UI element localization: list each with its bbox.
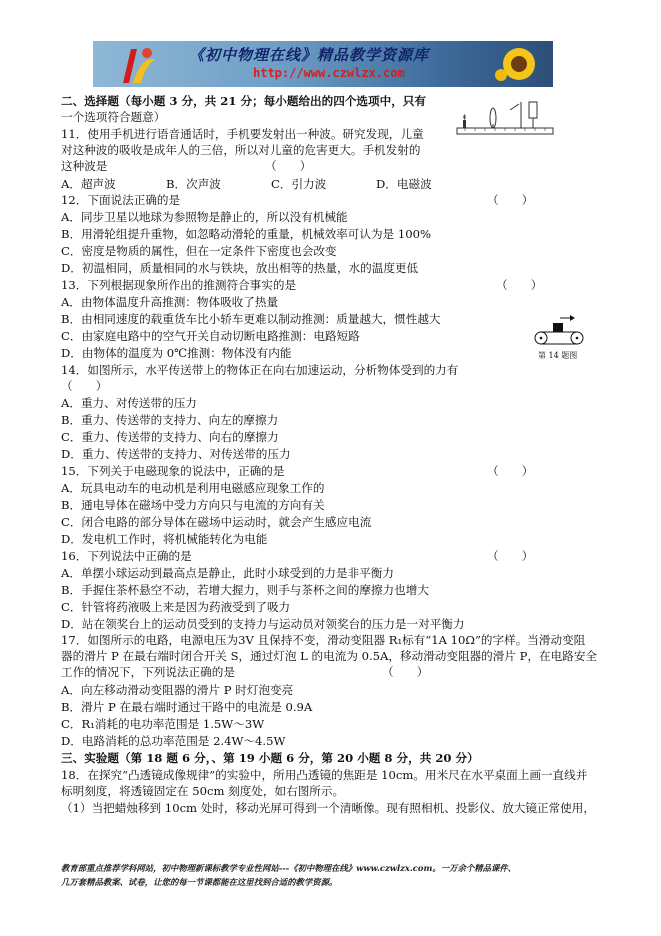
q12-option-a: A．同步卫星以地球为参照物是静止的，所以没有机械能 (61, 210, 348, 224)
q16-stem: 16．下列说法中正确的是 (61, 549, 192, 563)
q17-line1: 17．如图所示的电路，电源电压为3V 且保持不变，滑动变阻器 R₁标有“1A 10Ω”的字样。当滑动变阻 (61, 633, 586, 647)
footer-line2: 几万套精品教案、试卷，让您的每一节课都能在这里找到合适的教学资源。 (61, 877, 338, 887)
q14-option-d: D．重力、传送带的支持力、对传送带的压力 (61, 447, 291, 461)
section3-header: 三、实验题（第 18 题 6 分，、第 19 小题 6 分，第 20 小题 8 分，共 20 分） (61, 751, 479, 765)
q18-line3: （1）当把蜡烛移到 10cm 处时，移动光屏可得到一个清晰像。现有照相机、投影仪、放大镜正常使用， (61, 801, 595, 815)
q11-line2: 对这种波的吸收是成年人的三倍，所以对儿童的危害更大。手机发射的 (61, 143, 421, 157)
q14-answer-paren: （ ） (61, 379, 108, 393)
q15-option-b: B．通电导体在磁场中受力方向只与电流的方向有关 (61, 498, 325, 512)
q11-answer-paren: （ ） (265, 159, 312, 173)
q15-option-a: A．玩具电动车的电动机是利用电磁感应现象工作的 (61, 481, 325, 495)
q13-option-d: D．由物体的温度为 0℃推测：物体没有内能 (61, 346, 292, 360)
q13-option-c: C．由家庭电路中的空气开关自动切断电路推测：电路短路 (61, 329, 360, 343)
q12-option-c: C．密度是物质的属性，但在一定条件下密度也会改变 (61, 244, 337, 258)
q14-stem: 14．如图所示，水平传送带上的物体正在向右加速运动，分析物体受到的力有 (61, 363, 459, 377)
q12-option-d: D．初温相同，质量相同的水与铁块，放出相等的热量，水的温度更低 (61, 261, 419, 275)
footer-line1: 教育部重点推荐学科网站，初中物理新课标教学专业性网站---《初中物理在线》www.czwlzx.com。一万余个精品课件、 (61, 863, 517, 873)
q12-answer-paren: （ ） (487, 193, 534, 207)
q17-line2: 器的滑片 P 在最右端时闭合开关 S，通过灯泡 L 的电流为 0.5A，移动滑动变阻器的滑片 P，在电路安全 (61, 649, 598, 663)
q15-answer-paren: （ ） (487, 464, 534, 478)
q12-option-b: B．用滑轮组提升重物，如忽略动滑轮的重量，机械效率可认为是 100% (61, 227, 431, 241)
q16-option-a: A．单摆小球运动到最高点是静止，此时小球受到的力是非平衡力 (61, 566, 394, 580)
banner-title: 《初中物理在线》精品教学资源库 (189, 46, 430, 64)
site-logo-icon (115, 43, 161, 85)
q15-option-d: D．发电机工作时，将机械能转化为电能 (61, 532, 268, 546)
q13-stem: 13．下列根据现象所作出的推测符合事实的是 (61, 278, 297, 292)
q14-option-a: A．重力、对传送带的压力 (61, 396, 197, 410)
q14-conveyor-figure (534, 312, 584, 348)
section2-header-line2: 一个选项符合题意） (61, 110, 166, 124)
q14-option-c: C．重力、传送带的支持力、向右的摩擦力 (61, 430, 279, 444)
q16-option-d: D．站在领奖台上的运动员受到的支持力与运动员对领奖台的压力是一对平衡力 (61, 617, 465, 631)
q13-answer-paren: （ ） (496, 278, 543, 292)
q11-option-a: A．超声波 (61, 177, 116, 191)
q12-stem: 12．下面说法正确的是 (61, 193, 181, 207)
q16-option-b: B．手握住茶杯悬空不动，若增大握力，则手与茶杯之间的摩擦力也增大 (61, 583, 429, 597)
q17-option-a: A．向左移动滑动变阻器的滑片 P 时灯泡变亮 (61, 683, 294, 697)
q18-optical-bench-figure (455, 98, 555, 144)
q14-option-b: B．重力、传送带的支持力、向左的摩擦力 (61, 413, 279, 427)
q17-option-d: D．电路消耗的总功率范围是 2.4W～4.5W (61, 734, 286, 748)
q15-option-c: C．闭合电路的部分导体在磁场中运动时，就会产生感应电流 (61, 515, 372, 529)
sunflower-icon (493, 45, 545, 83)
q11-option-b: B．次声波 (166, 177, 221, 191)
q17-line3: 工作的情况下，下列说法正确的是 (61, 665, 235, 679)
q17-option-b: B．滑片 P 在最右端时通过干路中的电流是 0.9A (61, 700, 313, 714)
header-banner (93, 41, 553, 87)
q17-option-c: C．R₁消耗的电功率范围是 1.5W～3W (61, 717, 265, 731)
q14-figure-caption: 第 14 题图 (538, 351, 578, 360)
q16-option-c: C．针管将药液吸上来是因为药液受到了吸力 (61, 600, 291, 614)
banner-url: http://www.czwlzx.com (253, 66, 405, 80)
q11-line3: 这种波是 (61, 159, 108, 173)
q13-option-a: A．由物体温度升高推测：物体吸收了热量 (61, 295, 279, 309)
q18-line2: 标明刻度，将透镜固定在 50cm 刻度处，如右图所示。 (61, 784, 345, 798)
q13-option-b: B．由相同速度的载重货车比小轿车更难以制动推测：质量越大，惯性越大 (61, 312, 441, 326)
q18-line1: 18．在探究“凸透镜成像规律”的实验中，所用凸透镜的焦距是 10cm。用米尺在水平桌面上画一直线并 (61, 768, 588, 782)
section2-header-line1: 二、选择题（每小题 3 分，共 21 分；每小题给出的四个选项中，只有 (61, 94, 426, 108)
q16-answer-paren: （ ） (487, 549, 534, 563)
q11-option-c: C．引力波 (271, 177, 327, 191)
q17-answer-paren: （ ） (382, 665, 429, 679)
q11-line1: 11．使用手机进行语音通话时，手机要发射出一种波。研究发现，儿童 (61, 127, 424, 141)
q15-stem: 15．下列关于电磁现象的说法中，正确的是 (61, 464, 285, 478)
q11-option-d: D．电磁波 (376, 177, 432, 191)
